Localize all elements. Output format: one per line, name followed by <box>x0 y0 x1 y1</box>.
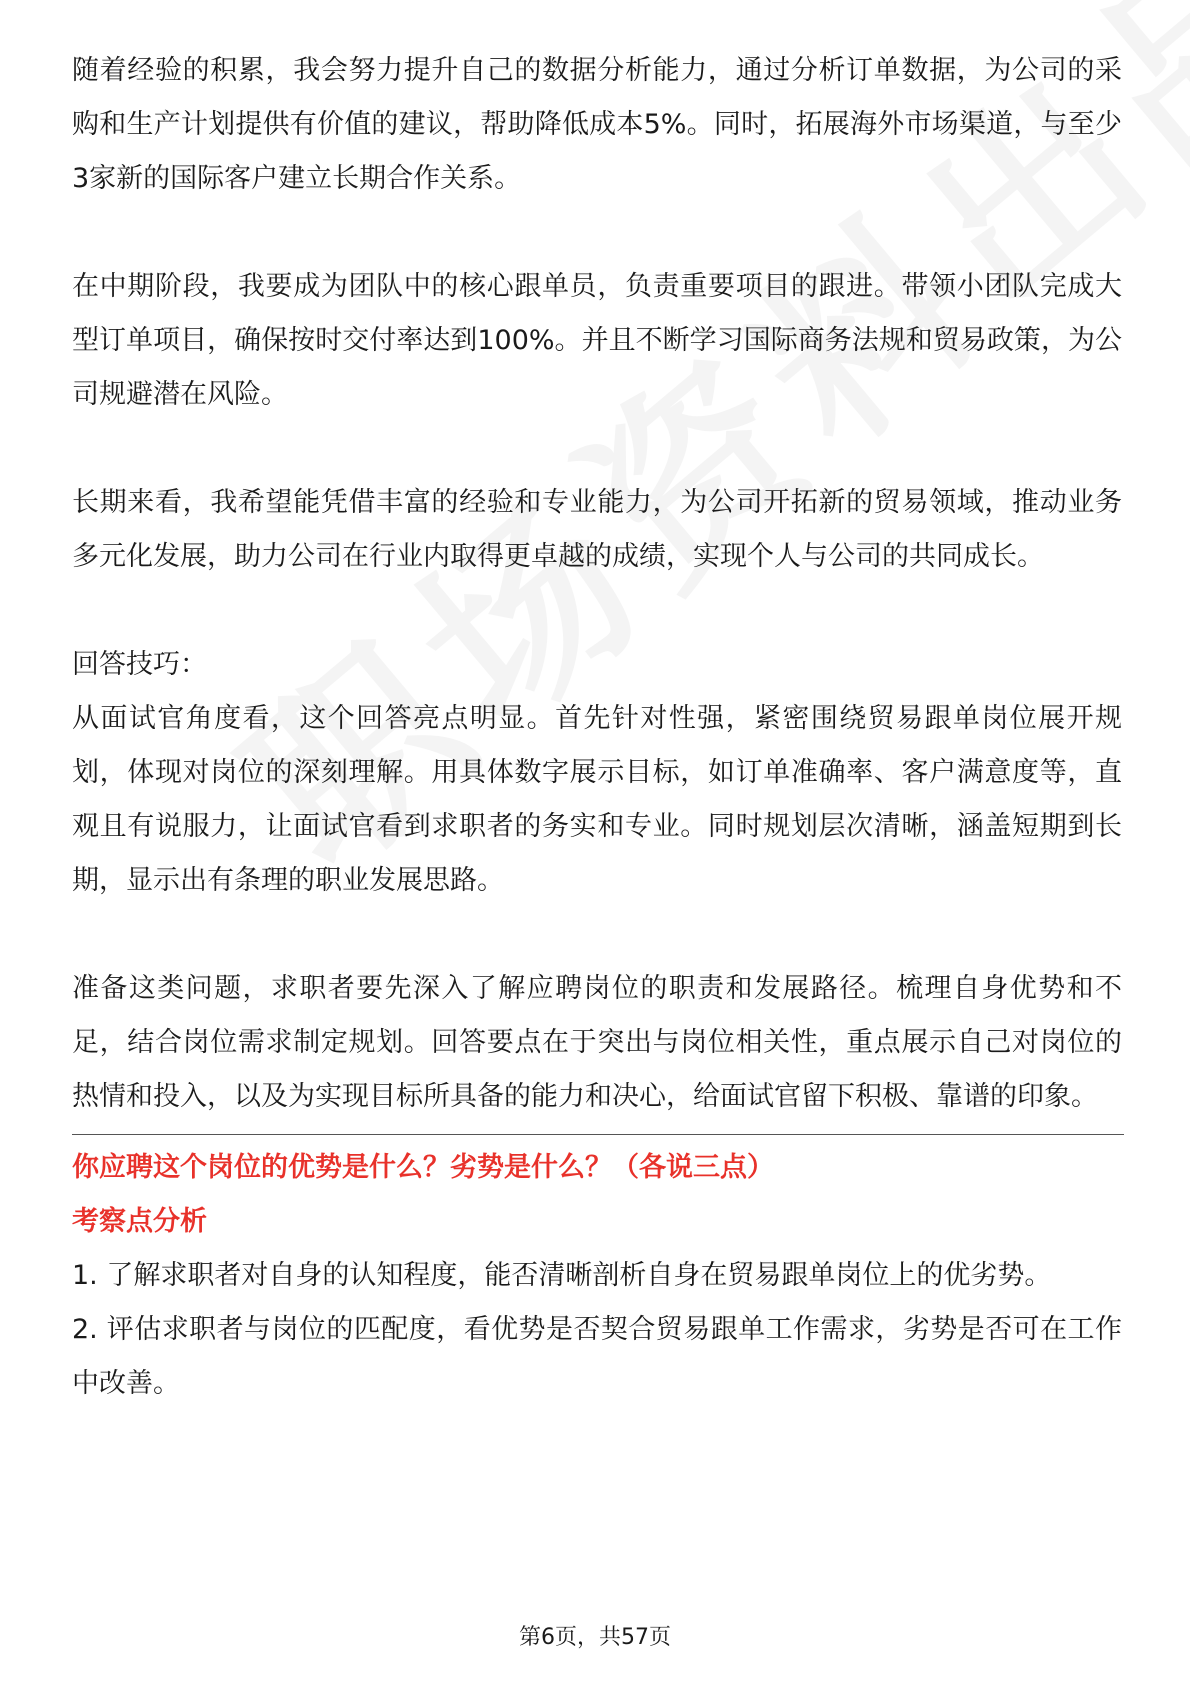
tips-paragraph-1: 从面试官角度看，这个回答亮点明显。首先针对性强，紧密围绕贸易跟单岗位展开规划，体现对岗位的深刻理解。用具体数字展示目标，如订单准确率、客户满意度等，直观且有说服力，让面试官看到求职者的务实和专业。同时规划层次清晰，涵盖短期到长期，显示出有条理的职业发展思路。 <box>72 703 1122 896</box>
tips-label: 回答技巧： <box>72 649 207 680</box>
page-footer: 第6页，共57页 <box>519 1625 671 1650</box>
analysis-section-title: 考察点分析 <box>72 1206 207 1237</box>
question-title: 你应聘这个岗位的优势是什么？劣势是什么？（各说三点） <box>72 1152 774 1183</box>
analysis-item-1: 1. 了解求职者对自身的认知程度，能否清晰剖析自身在贸易跟单岗位上的优劣势。 <box>72 1260 1052 1291</box>
paragraph-mid-term: 在中期阶段，我要成为团队中的核心跟单员，负责重要项目的跟进。带领小团队完成大型订单项目，确保按时交付率达到100%。并且不断学习国际商务法规和贸易政策，为公司规避潜在风险。 <box>72 271 1122 410</box>
section-divider <box>72 1134 1124 1135</box>
tips-paragraph-2: 准备这类问题，求职者要先深入了解应聘岗位的职责和发展路径。梳理自身优势和不足，结合岗位需求制定规划。回答要点在于突出与岗位相关性，重点展示自己对岗位的热情和投入，以及为实现目标所具备的能力和决心，给面试官留下积极、靠谱的印象。 <box>72 973 1122 1112</box>
paragraph-short-term: 随着经验的积累，我会努力提升自己的数据分析能力，通过分析订单数据，为公司的采购和生产计划提供有价值的建议，帮助降低成本5%。同时，拓展海外市场渠道，与至少3家新的国际客户建立长期合作关系。 <box>72 55 1122 194</box>
page-content <box>72 44 1122 1411</box>
paragraph-long-term: 长期来看，我希望能凭借丰富的经验和专业能力，为公司开拓新的贸易领域，推动业务多元化发展，助力公司在行业内取得更卓越的成绩，实现个人与公司的共同成长。 <box>72 487 1122 572</box>
analysis-item-2: 2. 评估求职者与岗位的匹配度，看优势是否契合贸易跟单工作需求，劣势是否可在工作中改善。 <box>72 1314 1122 1399</box>
